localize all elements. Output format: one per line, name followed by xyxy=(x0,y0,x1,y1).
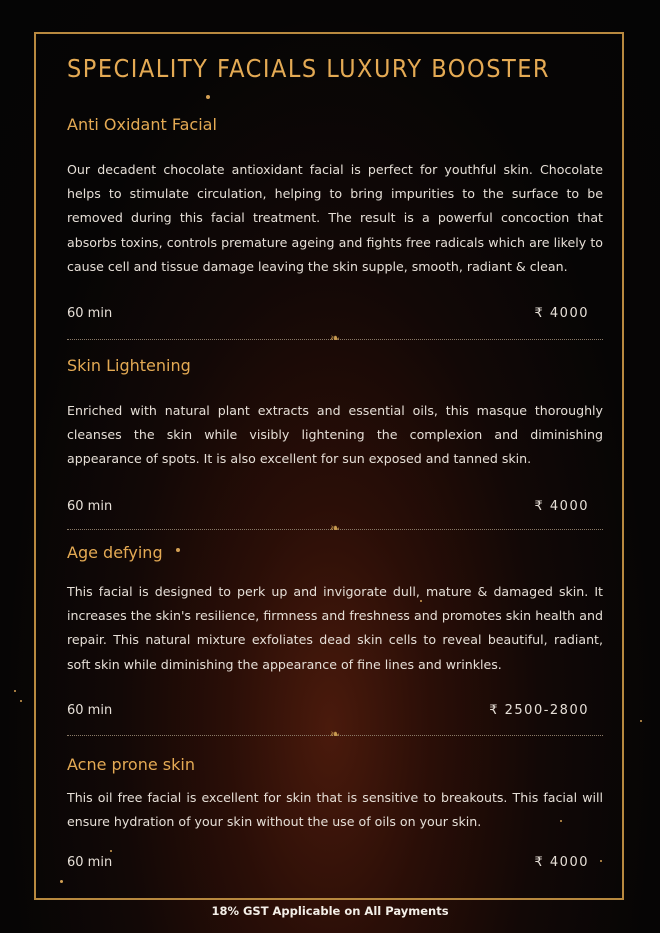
flourish-ornament-icon: ❧ xyxy=(329,727,341,741)
treatment-description: This oil free facial is excellent for skin that is sensitive to breakouts. This facial will ensure hydration of your skin without the use of oils on your skin. xyxy=(67,790,603,830)
treatment-price: ₹ 4000 xyxy=(534,855,589,870)
treatment-description: Enriched with natural plant extracts and essential oils, this masque thoroughly cleanses the skin while visibly lightening the complexion and diminishing appearance of spots. It is also excellent for sun exposed and tanned skin. xyxy=(67,403,603,467)
treatment-name: Acne prone skin xyxy=(67,755,195,774)
treatment-price: ₹ 4000 xyxy=(534,499,589,514)
treatment-age-defying xyxy=(67,543,603,743)
section-divider xyxy=(67,521,603,535)
treatment-description: This facial is designed to perk up and invigorate dull, mature & damaged skin. It increases the skin's resilience, firmness and freshness and promotes skin health and repair. This natural mixture exfoliates dead skin cells to reveal beautiful, radiant, soft skin while diminishing the appearance of fine lines and wrinkles. xyxy=(67,584,603,672)
treatment-duration: 60 min xyxy=(67,499,113,514)
treatment-acne-prone-skin xyxy=(67,755,603,875)
flourish-ornament-icon: ❧ xyxy=(329,521,341,535)
section-divider xyxy=(67,331,603,345)
treatment-duration: 60 min xyxy=(67,703,113,718)
page-title: SPECIALITY FACIALS LUXURY BOOSTER xyxy=(67,54,551,83)
treatment-duration: 60 min xyxy=(67,855,113,870)
treatment-price: ₹ 4000 xyxy=(534,306,589,321)
treatment-anti-oxidant-facial xyxy=(67,115,603,345)
treatment-duration: 60 min xyxy=(67,306,113,321)
treatment-description: Our decadent chocolate antioxidant facial is perfect for youthful skin. Chocolate helps to stimulate circulation, helping to bring impurities to the surface to be removed during this facial treatment. The result is a powerful concoction that absorbs toxins, controls premature ageing and fights free radicals which are likely to cause cell and tissue damage leaving the skin supple, smooth, radiant & clean. xyxy=(67,162,603,274)
gst-footer-note: 18% GST Applicable on All Payments xyxy=(211,904,449,918)
treatment-price: ₹ 2500-2800 xyxy=(489,703,589,718)
flourish-ornament-icon: ❧ xyxy=(329,331,341,345)
treatment-skin-lightening xyxy=(67,356,603,536)
section-divider xyxy=(67,727,603,741)
treatment-name: Age defying xyxy=(67,543,163,562)
treatment-name: Anti Oxidant Facial xyxy=(67,115,217,134)
treatment-name: Skin Lightening xyxy=(67,356,191,375)
